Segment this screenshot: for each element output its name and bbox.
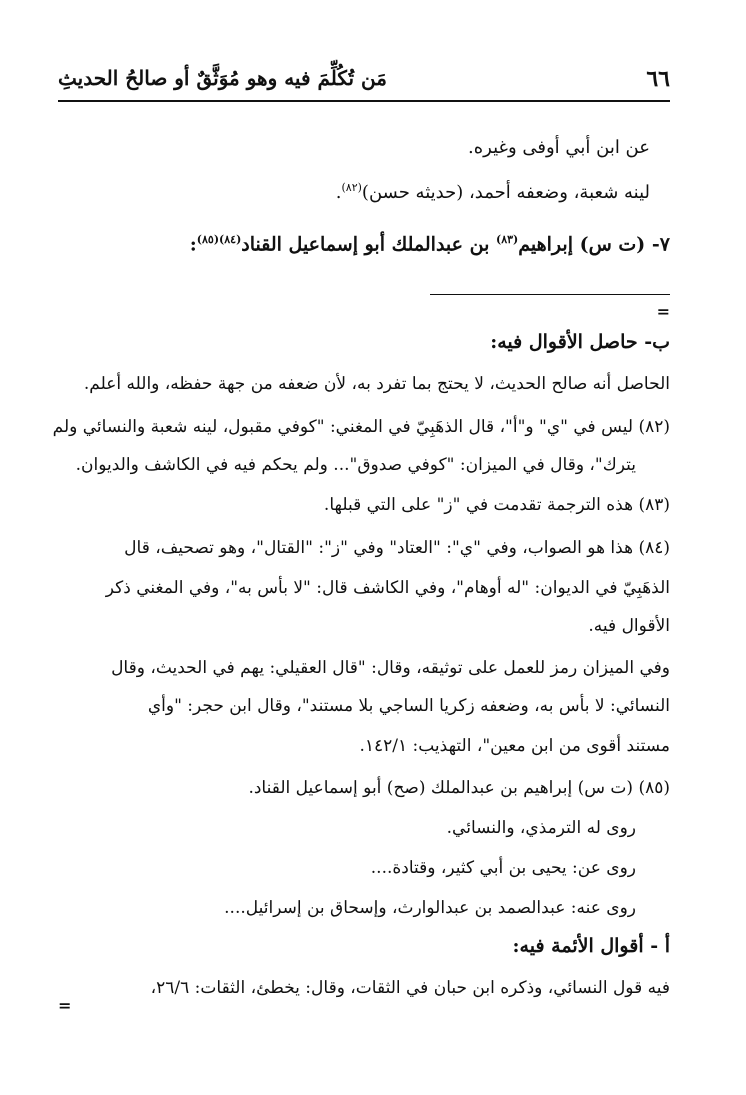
footnote-85-line-1: (٨٥) (ت س) إبراهيم بن عبدالملك (صح) أبو إسماعيل القناد. xyxy=(248,778,670,798)
section-a-text: فيه قول النسائي، وذكره ابن حبان في الثقات، وقال: يخطئ، الثقات: ٢٦/٦، xyxy=(150,978,670,998)
entry-heading-start: ٧- (ت س) إبراهيم xyxy=(518,233,670,256)
footnote-ref-82: (٨٢) xyxy=(341,181,362,194)
section-a-heading: أ - أقوال الأئمة فيه: xyxy=(512,935,670,957)
continuation-mark-end: = xyxy=(58,996,72,1015)
footnote-84-line-1: (٨٤) هذا هو الصواب، وفي "ي": "العتاد" وفي "ز": "القتال"، وهو تصحيف، قال xyxy=(124,538,670,558)
footnote-ref-84-85: (٨٤)(٨٥) xyxy=(196,233,242,246)
footnote-ref-83: (٨٣) xyxy=(495,233,519,246)
footnote-85-line-3: روى عن: يحيى بن أبي كثير، وقتادة.... xyxy=(370,858,636,878)
body-line-1: عن ابن أبي أوفى وغيره. xyxy=(468,137,650,158)
footnote-85-line-4: روى عنه: عبدالصمد بن عبدالوارث، وإسحاق بن إسرائيل.... xyxy=(224,898,636,918)
footnote-84-line-6: مستند أقوى من ابن معين"، التهذيب: ١٤٢/١. xyxy=(359,736,670,756)
body-line-2-end: . xyxy=(335,182,342,203)
page-header xyxy=(58,62,670,102)
footnote-84-line-5: النسائي: لا بأس به، وضعفه زكريا الساجي بلا مستند"، وقال ابن حجر: "وأي xyxy=(147,696,670,716)
footnote-82-line-2: يترك"، وقال في الميزان: "كوفي صدوق"... ولم يحكم فيه في الكاشف والديوان. xyxy=(75,455,636,475)
section-b-text: الحاصل أنه صالح الحديث، لا يحتج بما تفرد به، لأن ضعفه من جهة حفظه، والله أعلم. xyxy=(83,374,670,394)
page-number: ٦٦ xyxy=(646,66,670,92)
entry-heading xyxy=(58,228,670,256)
footnote-83: (٨٣) هذه الترجمة تقدمت في "ز" على التي قبلها. xyxy=(323,495,670,515)
footnote-85-line-2: روى له الترمذي، والنسائي. xyxy=(446,818,636,838)
entry-heading-cont: بن عبدالملك أبو إسماعيل القناد xyxy=(241,233,496,256)
entry-heading-end: : xyxy=(189,233,197,256)
footnote-82-line-1: (٨٢) ليس في "ي" و"أ"، قال الذهَبِيّ في المغني: "كوفي مقبول، لينه شعبة والنسائي ولم xyxy=(52,417,670,437)
continuation-mark: = xyxy=(656,302,670,321)
section-b-heading: ب- حاصل الأقوال فيه: xyxy=(490,331,670,353)
footnote-84-line-3: الأقوال فيه. xyxy=(588,616,670,636)
body-line-2 xyxy=(58,176,650,205)
running-title: مَن تُكُلِّمَ فيه وهو مُوَثَّقٌ أو صالحُ الحديثِ xyxy=(58,66,387,90)
footnote-84-line-2: الذهَبِيّ في الديوان: "له أوهام"، وفي الكاشف قال: "لا بأس به"، وفي المغني ذكر xyxy=(105,578,670,598)
footnote-separator xyxy=(430,294,670,295)
body-line-2-text: لينه شعبة، وضعفه أحمد، (حديثه حسن) xyxy=(361,182,650,203)
footnote-84-line-4: وفي الميزان رمز للعمل على توثيقه، وقال: "قال العقيلي: يهم في الحديث، وقال xyxy=(111,658,670,678)
